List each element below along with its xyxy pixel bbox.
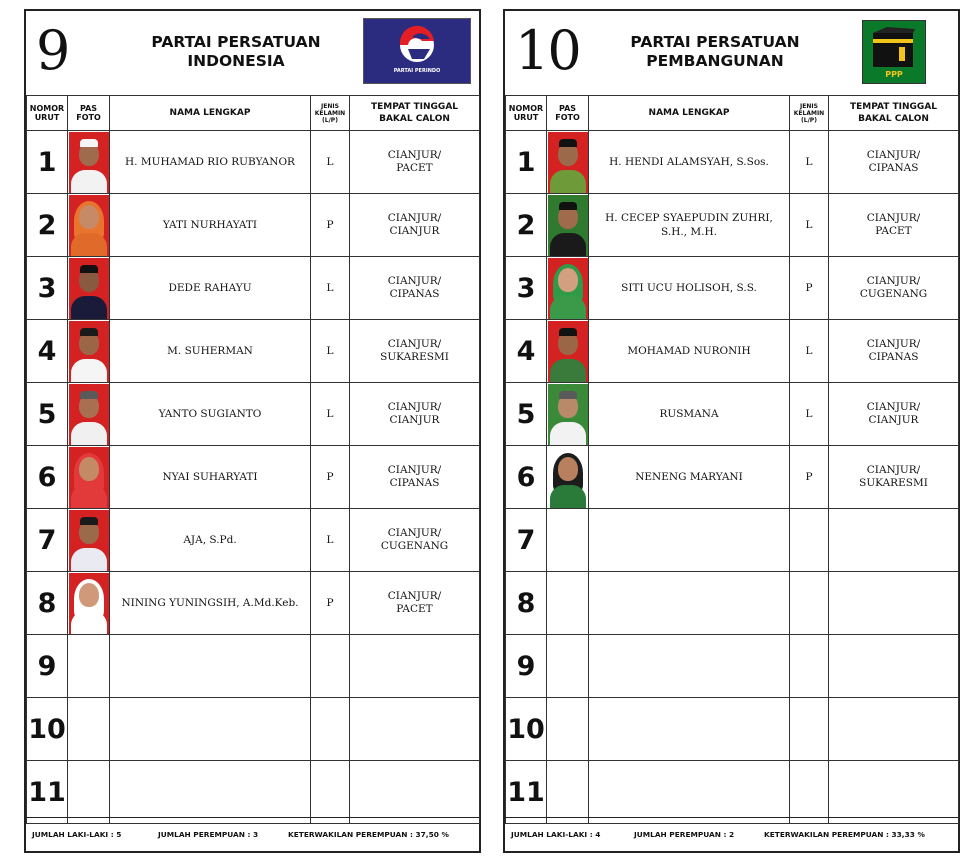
tempat-tinggal <box>829 320 959 383</box>
tempat-tinggal-line2: PACET <box>875 225 912 237</box>
tempat-tinggal-line1: CIANJUR/ <box>387 464 442 476</box>
jenis-kelamin: L <box>311 383 350 446</box>
pas-foto-cell <box>68 194 110 257</box>
nama-lengkap <box>589 635 790 698</box>
tempat-tinggal <box>350 761 480 824</box>
nomor-urut: 1 <box>506 131 547 194</box>
tempat-tinggal <box>829 446 959 509</box>
pas-foto-cell <box>547 635 589 698</box>
nama-lengkap <box>110 635 311 698</box>
tempat-tinggal-line1: CIANJUR/ <box>387 275 442 287</box>
candidate-photo <box>69 510 109 571</box>
candidate-row <box>506 572 959 635</box>
nama-lengkap: MOHAMAD NURONIH <box>589 320 790 383</box>
nama-lengkap: NYAI SUHARYATI <box>110 446 311 509</box>
nama-lengkap: YANTO SUGIANTO <box>110 383 311 446</box>
nomor-urut: 6 <box>27 446 68 509</box>
jenis-kelamin: L <box>311 320 350 383</box>
jenis-kelamin: P <box>311 194 350 257</box>
nomor-urut: 9 <box>27 635 68 698</box>
headwear <box>559 139 577 147</box>
tempat-tinggal-line1: CIANJUR/ <box>387 527 442 539</box>
party-name-line2: PEMBANGUNAN <box>646 52 784 70</box>
candidate-row <box>506 383 959 446</box>
candidate-photo <box>548 132 588 193</box>
jenis-kelamin: P <box>790 446 829 509</box>
candidate-row <box>27 635 480 698</box>
tempat-tinggal-line2: PACET <box>396 162 433 174</box>
tempat-tinggal-line1: CIANJUR/ <box>866 401 921 413</box>
nama-lengkap <box>110 698 311 761</box>
jenis-kelamin: L <box>311 257 350 320</box>
kaaba-ppp-logo-icon <box>862 20 926 84</box>
tempat-tinggal-line2: SUKARESMI <box>380 351 449 363</box>
col-nama-lengkap: NAMA LENGKAP <box>110 96 311 131</box>
tempat-tinggal <box>350 383 480 446</box>
shoulders <box>71 611 107 634</box>
candidate-photo <box>548 195 588 256</box>
nama-lengkap <box>589 698 790 761</box>
tempat-tinggal-line1: CIANJUR/ <box>387 212 442 224</box>
headwear <box>559 328 577 336</box>
tempat-tinggal <box>829 635 959 698</box>
party-name <box>106 33 366 71</box>
tempat-tinggal <box>829 572 959 635</box>
col-tempat-tinggal: TEMPAT TINGGAL BAKAL CALON <box>350 96 480 131</box>
pas-foto-cell <box>547 509 589 572</box>
tempat-tinggal-line2: CIPANAS <box>389 477 440 489</box>
pas-foto-cell <box>68 383 110 446</box>
col-jenis-kelamin: JENIS KELAMIN (L/P) <box>790 96 829 131</box>
nama-lengkap <box>589 509 790 572</box>
tempat-tinggal-line1: CIANJUR/ <box>387 590 442 602</box>
candidate-photo <box>69 132 109 193</box>
nomor-urut: 4 <box>506 320 547 383</box>
pas-foto-cell <box>68 698 110 761</box>
nama-lengkap: H. MUHAMAD RIO RUBYANOR <box>110 131 311 194</box>
candidate-photo <box>548 447 588 508</box>
nomor-urut: 5 <box>27 383 68 446</box>
tempat-tinggal-line2: SUKARESMI <box>859 477 928 489</box>
party-panel-ppp <box>503 9 960 853</box>
candidate-row <box>27 194 480 257</box>
jenis-kelamin: L <box>311 131 350 194</box>
pas-foto-cell <box>547 320 589 383</box>
nama-lengkap <box>110 761 311 824</box>
col-nomor-urut: NOMOR URUT <box>27 96 68 131</box>
keterwakilan-perempuan: KETERWAKILAN PEREMPUAN : 37,50 % <box>288 830 449 839</box>
tempat-tinggal <box>829 257 959 320</box>
tempat-tinggal <box>350 572 480 635</box>
candidate-row <box>27 446 480 509</box>
nomor-urut: 8 <box>27 572 68 635</box>
tempat-tinggal <box>350 509 480 572</box>
tempat-tinggal <box>829 383 959 446</box>
candidate-row <box>27 131 480 194</box>
candidate-row <box>506 131 959 194</box>
jenis-kelamin: P <box>790 257 829 320</box>
headwear <box>80 265 98 273</box>
shoulders <box>550 296 586 319</box>
shoulders <box>71 485 107 508</box>
perindo-logo-icon <box>363 18 471 84</box>
party-name-line1: PARTAI PERSATUAN <box>630 33 800 51</box>
headwear <box>80 139 98 147</box>
col-nama-lengkap: NAMA LENGKAP <box>589 96 790 131</box>
jenis-kelamin: L <box>311 509 350 572</box>
jenis-kelamin: L <box>790 194 829 257</box>
pas-foto-cell <box>68 761 110 824</box>
tempat-tinggal-line2: CIANJUR <box>389 414 440 426</box>
tempat-tinggal <box>350 698 480 761</box>
face <box>558 457 578 481</box>
candidate-row <box>27 761 480 824</box>
shoulders <box>550 485 586 508</box>
candidate-row <box>506 761 959 824</box>
tempat-tinggal-line1: CIANJUR/ <box>387 338 442 350</box>
nomor-urut: 3 <box>506 257 547 320</box>
jenis-kelamin <box>311 635 350 698</box>
pas-foto-cell <box>547 446 589 509</box>
perindo-logo-text: PARTAI PERINDO <box>393 68 441 74</box>
party-name-line2: INDONESIA <box>187 52 285 70</box>
tempat-tinggal <box>350 635 480 698</box>
shoulders <box>71 296 107 319</box>
jenis-kelamin: L <box>790 131 829 194</box>
tempat-tinggal-line2: CIANJUR <box>389 225 440 237</box>
jenis-kelamin <box>311 698 350 761</box>
nomor-urut: 1 <box>27 131 68 194</box>
col-pas-foto: PAS FOTO <box>547 96 589 131</box>
shoulders <box>71 422 107 445</box>
pas-foto-cell <box>68 131 110 194</box>
pas-foto-cell <box>68 320 110 383</box>
tempat-tinggal-line2: CIPANAS <box>868 162 919 174</box>
tempat-tinggal-line1: CIANJUR/ <box>866 338 921 350</box>
pas-foto-cell <box>547 698 589 761</box>
candidate-row <box>27 698 480 761</box>
nomor-urut: 4 <box>27 320 68 383</box>
jenis-kelamin: L <box>790 320 829 383</box>
tempat-tinggal <box>350 131 480 194</box>
nomor-urut: 7 <box>27 509 68 572</box>
keterwakilan-perempuan: KETERWAKILAN PEREMPUAN : 33,33 % <box>764 830 925 839</box>
candidate-row <box>27 572 480 635</box>
pas-foto-cell <box>68 509 110 572</box>
pas-foto-cell <box>68 446 110 509</box>
candidate-photo <box>69 195 109 256</box>
nama-lengkap: M. SUHERMAN <box>110 320 311 383</box>
candidate-row <box>506 320 959 383</box>
candidate-row <box>506 698 959 761</box>
party-number: 9 <box>36 19 69 82</box>
face <box>79 205 99 229</box>
party-header <box>505 11 958 96</box>
jenis-kelamin: L <box>790 383 829 446</box>
tempat-tinggal <box>829 131 959 194</box>
shoulders <box>71 359 107 382</box>
pas-foto-cell <box>68 572 110 635</box>
tempat-tinggal-line1: CIANJUR/ <box>866 212 921 224</box>
jumlah-perempuan: JUMLAH PEREMPUAN : 3 <box>158 830 259 839</box>
pas-foto-cell <box>547 761 589 824</box>
jenis-kelamin <box>790 509 829 572</box>
tempat-tinggal-line1: CIANJUR/ <box>387 149 442 161</box>
party-header <box>26 11 479 96</box>
pas-foto-cell <box>547 572 589 635</box>
nomor-urut: 11 <box>506 761 547 824</box>
col-tempat-tinggal: TEMPAT TINGGAL BAKAL CALON <box>829 96 959 131</box>
nomor-urut: 7 <box>506 509 547 572</box>
jumlah-perempuan: JUMLAH PEREMPUAN : 2 <box>634 830 735 839</box>
nama-lengkap: DEDE RAHAYU <box>110 257 311 320</box>
candidate-photo <box>69 384 109 445</box>
jenis-kelamin <box>311 761 350 824</box>
pas-foto-cell <box>547 131 589 194</box>
party-name-line1: PARTAI PERSATUAN <box>151 33 321 51</box>
tempat-tinggal <box>829 509 959 572</box>
nomor-urut: 2 <box>506 194 547 257</box>
tempat-tinggal-line1: CIANJUR/ <box>387 401 442 413</box>
tempat-tinggal <box>829 761 959 824</box>
nama-lengkap <box>589 761 790 824</box>
candidate-table <box>505 95 959 824</box>
tempat-tinggal-line2: PACET <box>396 603 433 615</box>
candidate-row <box>27 509 480 572</box>
nomor-urut: 2 <box>27 194 68 257</box>
shoulders <box>71 170 107 193</box>
tempat-tinggal-line2: CIPANAS <box>868 351 919 363</box>
col-nomor-urut: NOMOR URUT <box>506 96 547 131</box>
jenis-kelamin: P <box>311 572 350 635</box>
jenis-kelamin <box>790 698 829 761</box>
party-name <box>585 33 845 71</box>
jenis-kelamin <box>790 572 829 635</box>
candidate-rows <box>506 131 959 824</box>
candidate-photo <box>548 384 588 445</box>
candidate-photo <box>548 258 588 319</box>
candidate-photo <box>69 258 109 319</box>
shoulders <box>550 233 586 256</box>
nama-lengkap: RUSMANA <box>589 383 790 446</box>
nomor-urut: 9 <box>506 635 547 698</box>
nomor-urut: 3 <box>27 257 68 320</box>
tempat-tinggal <box>829 194 959 257</box>
candidate-row <box>27 257 480 320</box>
nama-lengkap: AJA, S.Pd. <box>110 509 311 572</box>
nomor-urut: 6 <box>506 446 547 509</box>
jenis-kelamin <box>790 635 829 698</box>
tempat-tinggal-line2: CUGENANG <box>859 288 928 300</box>
candidate-photo <box>69 447 109 508</box>
jenis-kelamin <box>790 761 829 824</box>
pas-foto-cell <box>547 257 589 320</box>
summary-footer <box>505 817 958 851</box>
nama-lengkap: NINING YUNINGSIH, A.Md.Keb. <box>110 572 311 635</box>
face <box>79 457 99 481</box>
tempat-tinggal <box>350 320 480 383</box>
nomor-urut: 10 <box>27 698 68 761</box>
nama-lengkap: H. HENDI ALAMSYAH, S.Sos. <box>589 131 790 194</box>
candidate-photo <box>69 321 109 382</box>
jumlah-laki-laki: JUMLAH LAKI-LAKI : 4 <box>511 830 601 839</box>
nomor-urut: 10 <box>506 698 547 761</box>
candidate-photo <box>69 573 109 634</box>
party-panel-perindo <box>24 9 481 853</box>
nama-lengkap <box>589 572 790 635</box>
pas-foto-cell <box>68 257 110 320</box>
jumlah-laki-laki: JUMLAH LAKI-LAKI : 5 <box>32 830 122 839</box>
jenis-kelamin: P <box>311 446 350 509</box>
table-header-row <box>27 96 480 131</box>
tempat-tinggal-line2: CUGENANG <box>380 540 449 552</box>
pas-foto-cell <box>547 194 589 257</box>
nomor-urut: 8 <box>506 572 547 635</box>
tempat-tinggal-line1: CIANJUR/ <box>866 464 921 476</box>
nomor-urut: 11 <box>27 761 68 824</box>
party-number: 10 <box>515 19 580 82</box>
candidate-table <box>26 95 480 824</box>
pas-foto-cell <box>547 383 589 446</box>
headwear <box>80 517 98 525</box>
tempat-tinggal-line2: CIANJUR <box>868 414 919 426</box>
shoulders <box>71 548 107 571</box>
tempat-tinggal-line1: CIANJUR/ <box>866 275 921 287</box>
shoulders <box>71 233 107 256</box>
face <box>79 583 99 607</box>
tempat-tinggal-line1: CIANJUR/ <box>866 149 921 161</box>
ppp-logo-text: PPP <box>885 70 903 79</box>
tempat-tinggal <box>350 194 480 257</box>
candidate-row <box>506 194 959 257</box>
shoulders <box>550 359 586 382</box>
candidate-photo <box>548 321 588 382</box>
candidate-rows <box>27 131 480 824</box>
nomor-urut: 5 <box>506 383 547 446</box>
headwear <box>559 391 577 399</box>
headwear <box>80 391 98 399</box>
tempat-tinggal-line2: CIPANAS <box>389 288 440 300</box>
nama-lengkap: H. CECEP SYAEPUDIN ZUHRI, S.H., M.H. <box>589 194 790 257</box>
pas-foto-cell <box>68 635 110 698</box>
candidate-row <box>506 509 959 572</box>
candidate-row <box>506 635 959 698</box>
headwear <box>80 328 98 336</box>
shoulders <box>550 170 586 193</box>
candidate-row <box>27 320 480 383</box>
shoulders <box>550 422 586 445</box>
candidate-row <box>27 383 480 446</box>
table-header-row <box>506 96 959 131</box>
summary-footer <box>26 817 479 851</box>
headwear <box>559 202 577 210</box>
col-jenis-kelamin: JENIS KELAMIN (L/P) <box>311 96 350 131</box>
tempat-tinggal <box>350 446 480 509</box>
tempat-tinggal <box>829 698 959 761</box>
candidate-row <box>506 446 959 509</box>
nama-lengkap: SITI UCU HOLISOH, S.S. <box>589 257 790 320</box>
candidate-row <box>506 257 959 320</box>
face <box>558 268 578 292</box>
col-pas-foto: PAS FOTO <box>68 96 110 131</box>
nama-lengkap: YATI NURHAYATI <box>110 194 311 257</box>
tempat-tinggal <box>350 257 480 320</box>
nama-lengkap: NENENG MARYANI <box>589 446 790 509</box>
